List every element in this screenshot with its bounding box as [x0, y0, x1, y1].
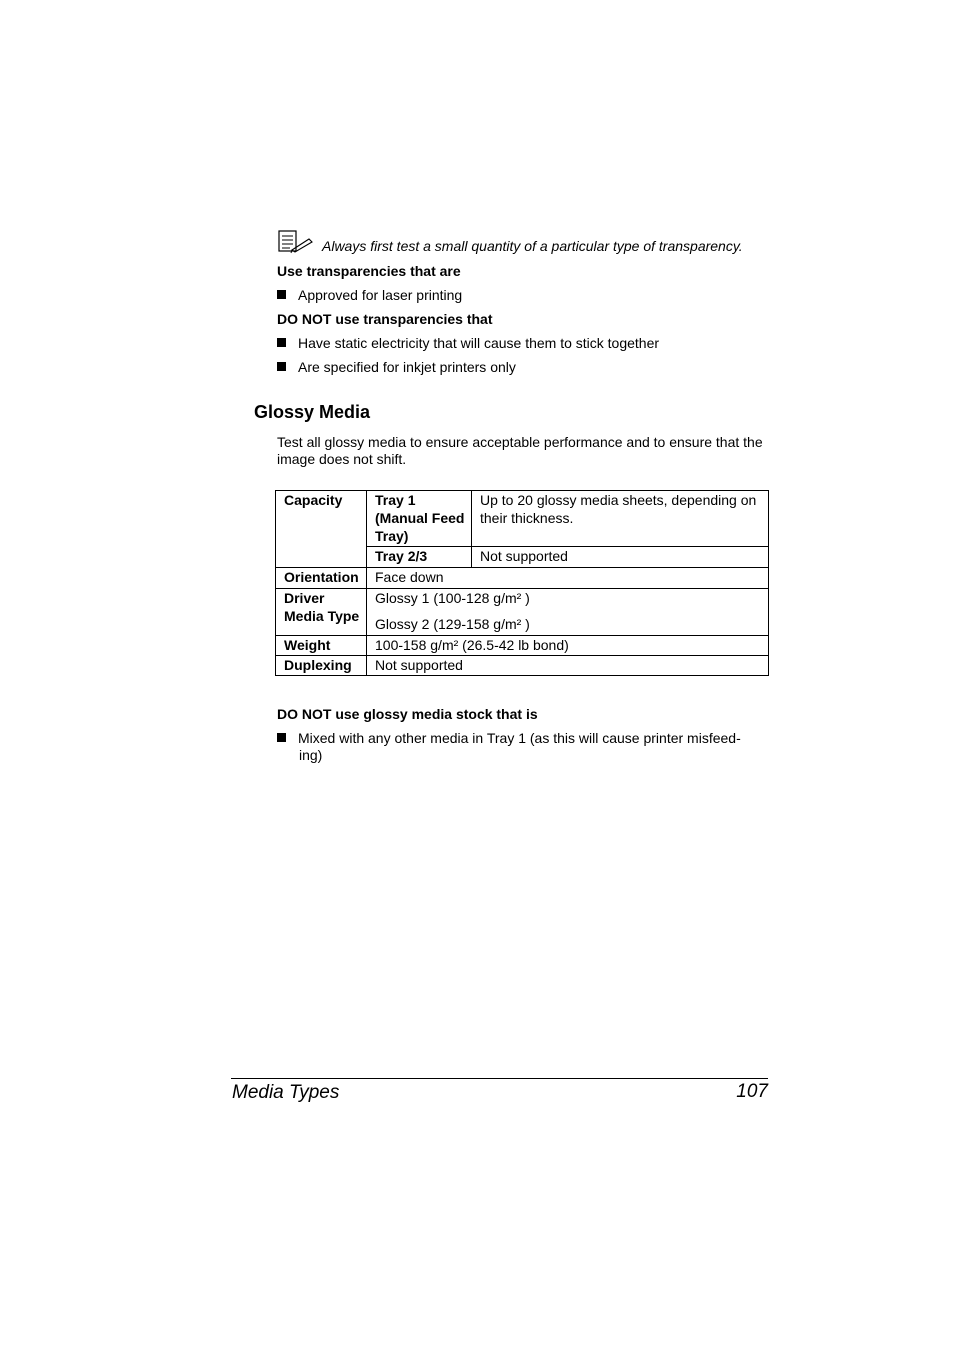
section-title: Glossy Media	[254, 402, 371, 422]
footer-divider	[231, 1078, 768, 1079]
tray1-label: Tray 1 (Manual Feed Tray)	[367, 491, 472, 547]
glossy-media-spec-table	[275, 490, 769, 676]
bullet-square-icon	[277, 290, 286, 299]
tray1-value: Up to 20 glossy media sheets, depending on their thickness.	[472, 491, 769, 547]
weight-value: 100-158 g/m² (26.5-42 lb bond)	[367, 636, 769, 656]
duplexing-label: Duplexing	[276, 656, 367, 676]
table-row	[276, 568, 769, 589]
list-item: Approved for laser printing	[277, 287, 462, 303]
tray23-label: Tray 2/3	[367, 547, 472, 568]
driver-media-type-label: Driver Media Type	[276, 589, 367, 636]
orientation-label: Orientation	[276, 568, 367, 589]
capacity-label: Capacity	[276, 491, 367, 568]
note-pencil-icon	[278, 230, 314, 254]
bullet-square-icon	[277, 733, 286, 742]
note-text: Always first test a small quantity of a particular type of transparency.	[322, 238, 743, 254]
list-item: Are specified for inkjet printers only	[277, 359, 516, 375]
table-row	[276, 636, 769, 656]
footer-section-title: Media Types	[232, 1082, 340, 1103]
table-row	[276, 589, 769, 636]
bullet-square-icon	[277, 338, 286, 347]
bullet-square-icon	[277, 362, 286, 371]
list-item: Have static electricity that will cause them to stick together	[277, 335, 659, 351]
section-intro: Test all glossy media to ensure acceptable performance and to ensure that the image does not shift.	[277, 434, 763, 467]
duplexing-value: Not supported	[367, 656, 769, 676]
donot-transparencies-heading: DO NOT use transparencies that	[277, 311, 493, 327]
driver-media-type-value: Glossy 1 (100-128 g/m² ) Glossy 2 (129-158 g/m² )	[367, 589, 769, 636]
use-transparencies-heading: Use transparencies that are	[277, 263, 461, 279]
table-row	[276, 656, 769, 676]
orientation-value: Face down	[367, 568, 769, 589]
page-number: 107	[736, 1081, 768, 1102]
tray23-value: Not supported	[472, 547, 769, 568]
weight-label: Weight	[276, 636, 367, 656]
table-row	[276, 491, 769, 547]
list-item: Mixed with any other media in Tray 1 (as this will cause printer misfeed- ing)	[277, 730, 741, 764]
donot-glossy-heading: DO NOT use glossy media stock that is	[277, 706, 538, 722]
